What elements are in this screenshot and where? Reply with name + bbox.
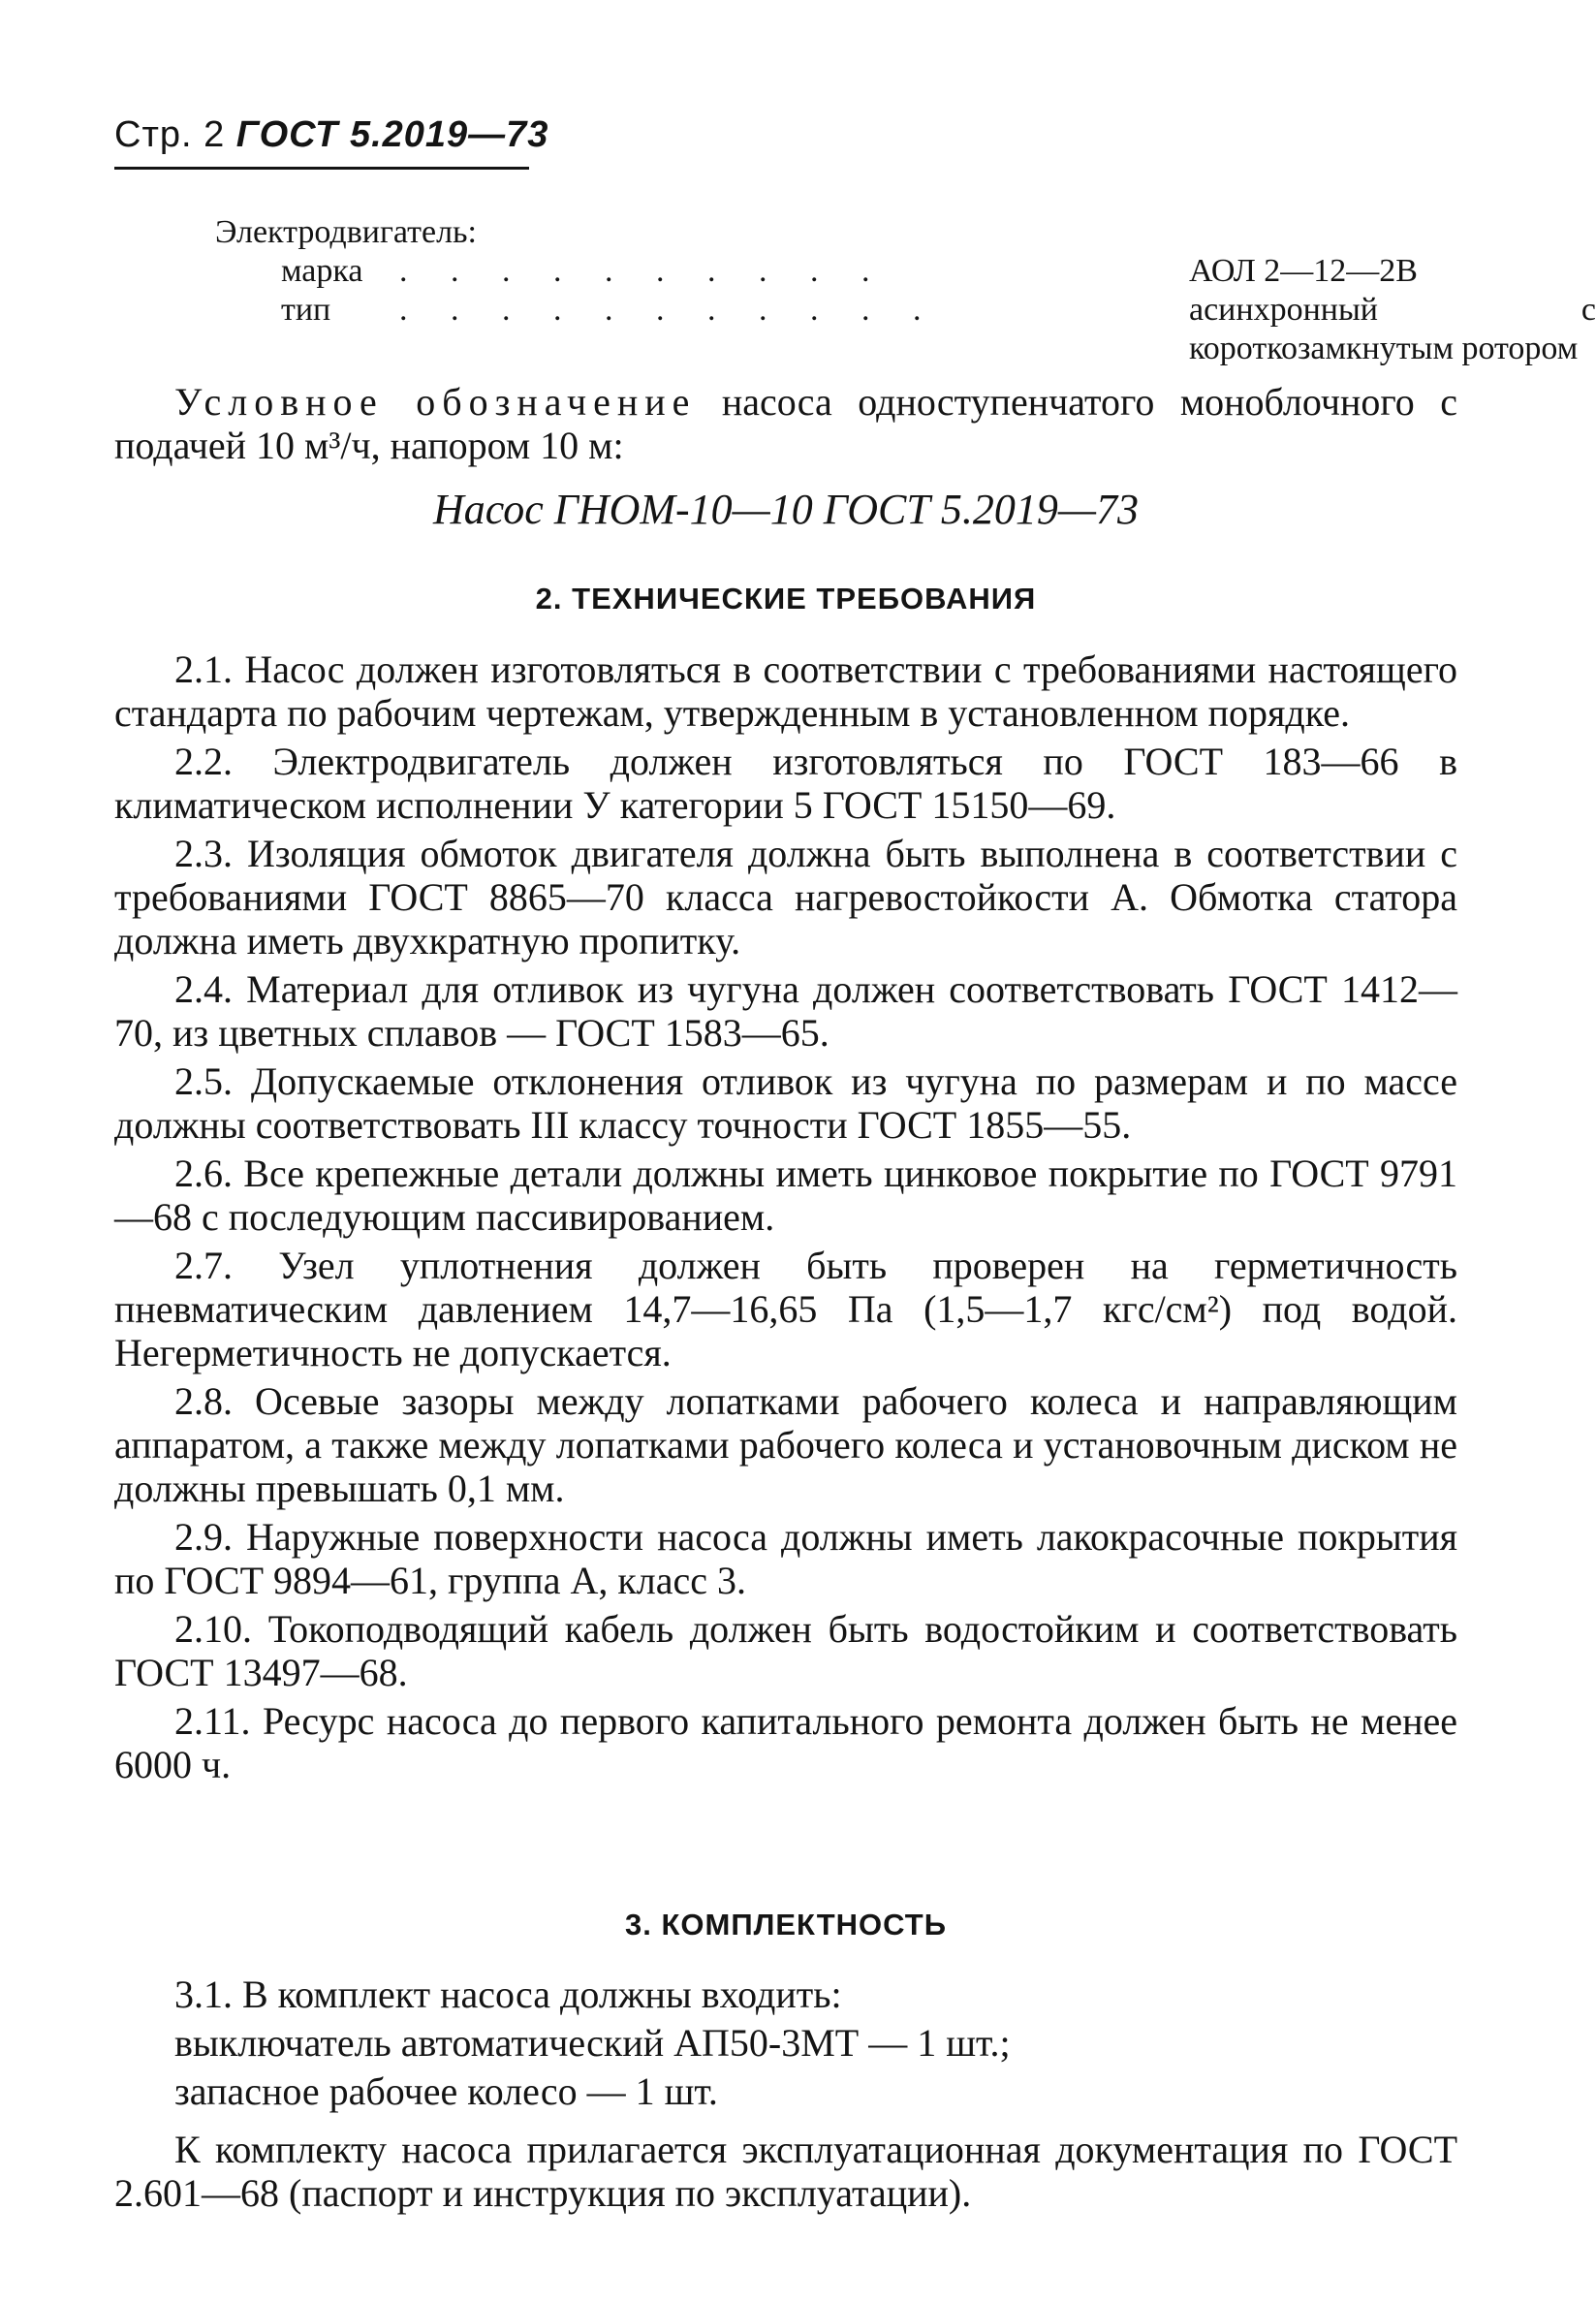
motor-spec [215, 213, 1596, 368]
paragraph: К комплекту насоса прилагается эксплуатационная документация по ГОСТ 2.601—68 (паспорт и инструкция по эксплуатации). [114, 2128, 1457, 2215]
motor-brand-value: АОЛ 2—12—2В [1189, 253, 1418, 289]
list-item: запасное рабочее колесо — 1 шт. [174, 2069, 718, 2113]
paragraph: 2.10. Токоподводящий кабель должен быть водостойким и соответствовать ГОСТ 13497—68. [114, 1607, 1457, 1694]
paragraph: 2.2. Электродвигатель должен изготовляться по ГОСТ 183—66 в климатическом исполнении У категории 5 ГОСТ 15150—69. [114, 740, 1457, 827]
leader-dots: . . . . . . . . . . [399, 253, 888, 289]
header-rule [114, 167, 529, 170]
designation-example: Насос ГНОМ-10—10 ГОСТ 5.2019—73 [433, 486, 1139, 533]
paragraph: 2.3. Изоляция обмоток двигателя должна быть выполнена в соответствии с требованиями ГОСТ 8865—70 класса нагревостойкости А. Обмотка статора должна иметь двухкратную пропитку. [114, 832, 1457, 963]
paragraph: 2.5. Допускаемые отклонения отливок из чугуна по размерам и по массе должны соответствовать III классу точности ГОСТ 1855—55. [114, 1059, 1457, 1147]
designation-lead: Условное обозначение [174, 380, 697, 424]
motor-brand-label: марка [281, 253, 363, 289]
designation-text [114, 380, 1457, 467]
paragraph: 2.11. Ресурс насоса до первого капитального ремонта должен быть не менее 6000 ч. [114, 1699, 1457, 1786]
motor-type-label: тип [281, 292, 331, 328]
standard-number: ГОСТ 5.2019—73 [235, 114, 549, 155]
list-item: выключатель автоматический АП50-3МТ — 1 шт.; [174, 2021, 1011, 2065]
section-3-title: 3. КОМПЛЕКТНОСТЬ [625, 1908, 947, 1941]
section-2-title: 2. ТЕХНИЧЕСКИЕ ТРЕБОВАНИЯ [535, 582, 1037, 615]
running-head [114, 114, 548, 156]
motor-spec-row [215, 291, 1596, 368]
section-2-body [114, 647, 1457, 1791]
paragraph: 2.9. Наружные поверхности насоса должны иметь лакокрасочные покрытия по ГОСТ 9894—61, группа А, класс 3. [114, 1515, 1457, 1602]
paragraph: 2.4. Материал для отливок из чугуна должен соответствовать ГОСТ 1412—70, из цветных сплавов — ГОСТ 1583—65. [114, 967, 1457, 1055]
page-number: Стр. 2 [114, 114, 226, 155]
motor-spec-title: Электродвигатель: [215, 214, 477, 250]
motor-spec-row [215, 252, 1475, 291]
leader-dots: . . . . . . . . . . . [399, 292, 939, 328]
list-item: 3.1. В комплект насоса должны входить: [174, 1973, 842, 2016]
section-3-list [174, 1973, 1463, 2118]
designation-paragraph [114, 380, 1457, 472]
paragraph: 2.1. Насос должен изготовляться в соответствии с требованиями настоящего стандарта по рабочим чертежам, утвержденным в установленном порядке. [114, 647, 1457, 735]
paragraph: 2.8. Осевые зазоры между лопатками рабочего колеса и направляющим аппаратом, а также между лопатками рабочего колеса и установочным диском не должны превышать 0,1 мм. [114, 1379, 1457, 1510]
motor-type-value: асинхронный с короткозамкнутым ротором [1189, 292, 1596, 366]
section-3-closing [114, 2128, 1457, 2220]
designation-body: насоса одноступенчатого моноблочного с подачей 10 м³/ч, напором 10 м: [114, 380, 1457, 467]
paragraph: 2.6. Все крепежные детали должны иметь цинковое покрытие по ГОСТ 9791—68 с последующим пассивированием. [114, 1152, 1457, 1239]
paragraph: 2.7. Узел уплотнения должен быть проверен на герметичность пневматическим давлением 14,7—16,65 Па (1,5—1,7 кгс/см²) под водой. Негерметичность не допускается. [114, 1244, 1457, 1374]
